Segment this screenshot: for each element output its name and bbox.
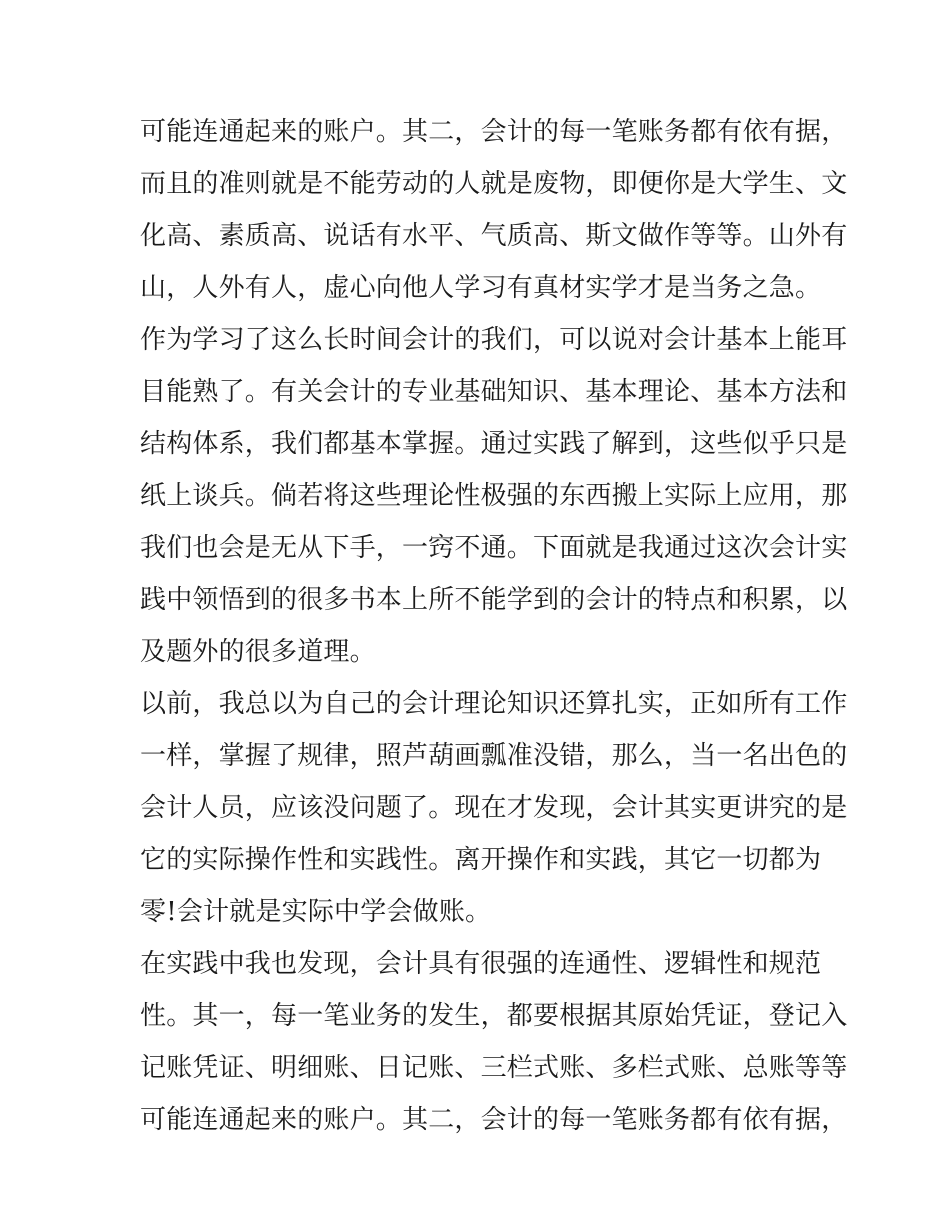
text-line: 记账凭证、明细账、日记账、三栏式账、多栏式账、总账等等: [140, 1053, 848, 1083]
text-line: 可能连通起来的账户。其二，会计的每一笔账务都有依有据，: [140, 117, 848, 147]
text-line: 性。其一，每一笔业务的发生，都要根据其原始凭证，登记入: [140, 1001, 848, 1031]
text-line: 及题外的很多道理。: [140, 637, 376, 667]
text-line: 以前，我总以为自己的会计理论知识还算扎实，正如所有工作: [140, 689, 848, 719]
text-line: 践中领悟到的很多书本上所不能学到的会计的特点和积累，以: [140, 585, 848, 615]
text-line: 一样，掌握了规律，照芦葫画瓢准没错，那么，当一名出色的: [140, 741, 848, 771]
text-line: 目能熟了。有关会计的专业基础知识、基本理论、基本方法和: [140, 377, 848, 407]
text-line: 纸上谈兵。倘若将这些理论性极强的东西搬上实际上应用，那: [140, 481, 848, 511]
text-line: 作为学习了这么长时间会计的我们，可以说对会计基本上能耳: [140, 325, 848, 355]
document-body-text: [140, 106, 848, 1146]
text-line: 在实践中我也发现，会计具有很强的连通性、逻辑性和规范: [140, 949, 822, 979]
text-line: 它的实际操作性和实践性。离开操作和实践，其它一切都为: [140, 845, 822, 875]
text-line: 化高、素质高、说话有水平、气质高、斯文做作等等。山外有: [140, 221, 848, 251]
text-line: 可能连通起来的账户。其二，会计的每一笔账务都有依有据，: [140, 1105, 848, 1135]
text-line: 我们也会是无从下手，一窍不通。下面就是我通过这次会计实: [140, 533, 848, 563]
text-line: 零!会计就是实际中学会做账。: [140, 897, 492, 927]
text-line: 会计人员，应该没问题了。现在才发现，会计其实更讲究的是: [140, 793, 848, 823]
text-line: 山，人外有人，虚心向他人学习有真材实学才是当务之急。: [140, 273, 822, 303]
text-line: 而且的准则就是不能劳动的人就是废物，即便你是大学生、文: [140, 169, 848, 199]
text-line: 结构体系，我们都基本掌握。通过实践了解到，这些似乎只是: [140, 429, 848, 459]
